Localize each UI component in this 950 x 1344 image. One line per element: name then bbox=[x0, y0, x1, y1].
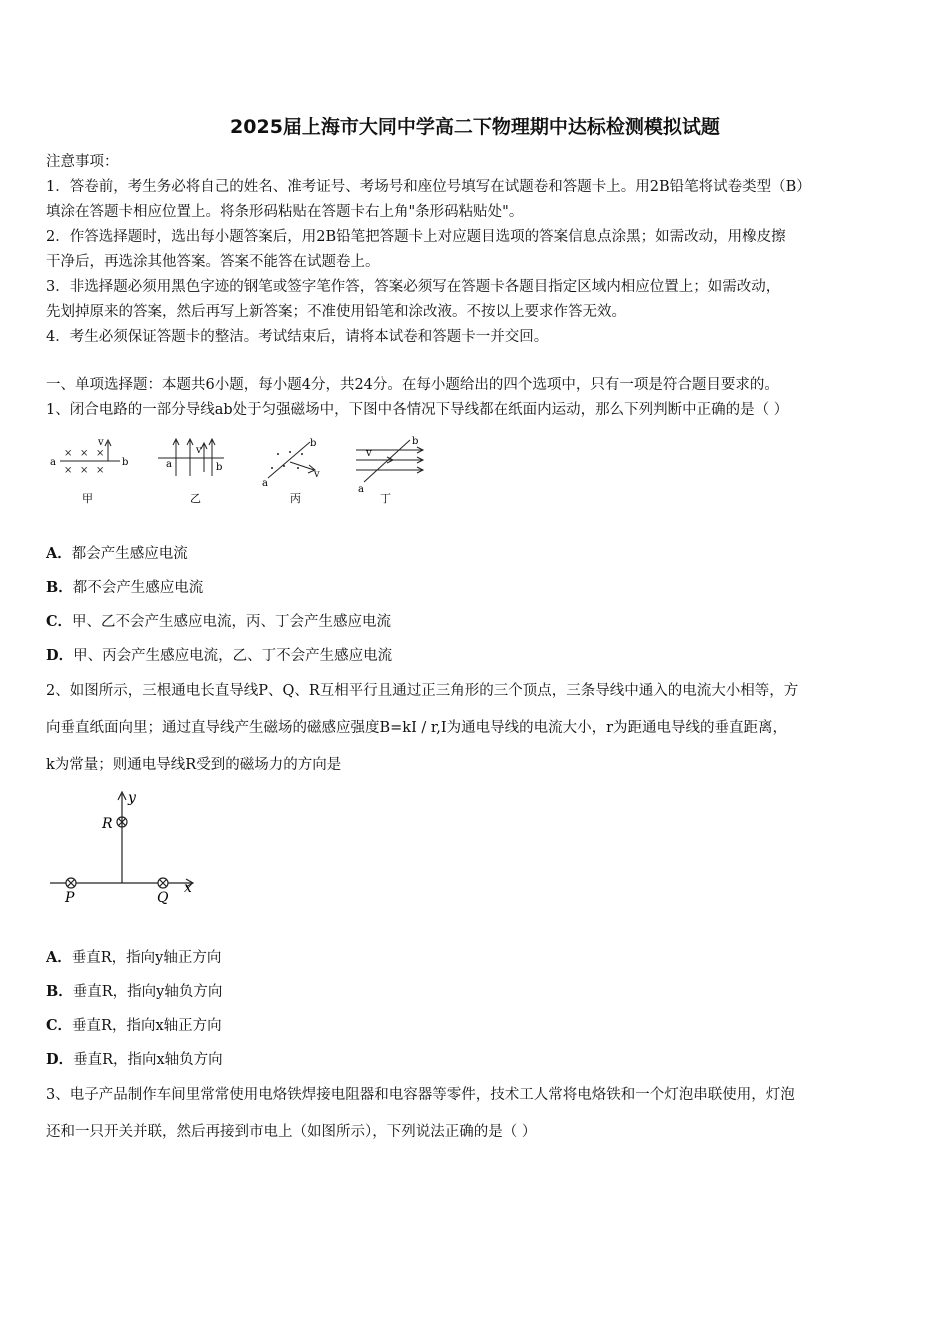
cross-mark: × bbox=[96, 448, 105, 459]
notice-heading: 注意事项： bbox=[46, 154, 119, 170]
cross-mark: × bbox=[96, 465, 105, 476]
cross-mark: × bbox=[64, 448, 73, 459]
question-3-stem: 3、电子产品制作车间里常常使用电烙铁焊接电阻器和电容器等零件，技术工人常将电烙铁和一个灯泡串联使用，灯泡 bbox=[46, 1087, 795, 1103]
option-text: 都会产生感应电流 bbox=[71, 546, 188, 562]
figure-yi bbox=[158, 439, 224, 476]
label-v: v bbox=[196, 445, 202, 456]
option-c[interactable] bbox=[46, 1016, 222, 1036]
question-1-figure bbox=[46, 432, 446, 512]
notice-line: 2．作答选择题时，选出每小题答案后，用2B铅笔把答题卡上对应题目选项的答案信息点涂黑；如需改动，用橡皮擦 bbox=[46, 229, 786, 245]
axis-label-x: x bbox=[184, 880, 192, 896]
label-v: v bbox=[366, 448, 372, 459]
option-letter: D． bbox=[46, 1051, 74, 1068]
label-a: a bbox=[262, 478, 268, 489]
option-text: 垂直R，指向y轴负方向 bbox=[72, 984, 223, 1000]
question-2-stem: 向垂直纸面向里；通过直导线产生磁场的磁感应强度B=kI / r,I为通电导线的电流大小，r为距通电导线的垂直距离， bbox=[46, 720, 788, 736]
option-letter: B． bbox=[46, 579, 73, 596]
label-a: a bbox=[50, 457, 56, 468]
label-v: v bbox=[98, 437, 104, 448]
label-bing: 丙 bbox=[290, 492, 301, 505]
figure-bing bbox=[268, 442, 315, 478]
option-letter: C． bbox=[46, 1017, 73, 1034]
option-text: 垂直R，指向y轴正方向 bbox=[71, 950, 222, 966]
question-3-stem: 还和一只开关并联，然后再接到市电上（如图所示），下列说法正确的是（ ） bbox=[46, 1124, 537, 1140]
question-2-figure bbox=[46, 786, 216, 910]
label-r: R bbox=[102, 816, 113, 832]
question-2-stem: k为常量；则通电导线R受到的磁场力的方向是 bbox=[46, 757, 342, 773]
label-ding: 丁 bbox=[380, 492, 391, 505]
option-d[interactable] bbox=[46, 646, 392, 666]
label-a: a bbox=[358, 484, 364, 495]
option-b[interactable] bbox=[46, 578, 203, 598]
notice-line: 干净后，再选涂其他答案。答案不能答在试题卷上。 bbox=[46, 254, 380, 270]
notice-line: 3．非选择题必须用黑色字迹的钢笔或签字笔作答，答案必须写在答题卡各题目指定区域内相应位置上；如需改动， bbox=[46, 279, 781, 295]
option-letter: A． bbox=[46, 545, 72, 562]
page-title: 2025届上海市大同中学高二下物理期中达标检测模拟试题 bbox=[230, 116, 720, 138]
option-letter: B． bbox=[46, 983, 73, 1000]
option-text: 垂直R，指向x轴负方向 bbox=[73, 1052, 223, 1068]
notice-line: 1．答卷前，考生务必将自己的姓名、准考证号、考场号和座位号填写在试题卷和答题卡上。用2B铅笔将试卷类型（B） bbox=[46, 179, 811, 195]
section-heading: 一、单项选择题：本题共6小题，每小题4分，共24分。在每小题给出的四个选项中，只有一项是符合题目要求的。 bbox=[46, 377, 779, 393]
option-a[interactable] bbox=[46, 948, 221, 968]
option-text: 垂直R，指向x轴正方向 bbox=[72, 1018, 222, 1034]
label-b: b bbox=[310, 438, 317, 449]
label-b: b bbox=[122, 457, 129, 468]
option-b[interactable] bbox=[46, 982, 222, 1002]
label-p: P bbox=[65, 890, 75, 906]
question-1-stem: 1、闭合电路的一部分导线ab处于匀强磁场中，下图中各情况下导线都在纸面内运动，那么下列判断中正确的是（ ） bbox=[46, 402, 789, 418]
label-a: a bbox=[166, 459, 172, 470]
option-text: 都不会产生感应电流 bbox=[72, 580, 204, 596]
notice-line: 先划掉原来的答案，然后再写上新答案；不准使用铅笔和涂改液。不按以上要求作答无效。 bbox=[46, 304, 626, 320]
option-letter: A． bbox=[46, 949, 72, 966]
option-letter: C． bbox=[46, 613, 73, 630]
label-yi: 乙 bbox=[190, 492, 201, 505]
label-q: Q bbox=[157, 890, 169, 906]
cross-mark: × bbox=[80, 465, 89, 476]
option-c[interactable] bbox=[46, 612, 391, 632]
option-d[interactable] bbox=[46, 1050, 223, 1070]
option-letter: D． bbox=[46, 647, 74, 664]
question-2-stem: 2、如图所示，三根通电长直导线P、Q、R互相平行且通过正三角形的三个顶点，三条导线中通入的电流大小相等，方 bbox=[46, 683, 799, 699]
cross-mark: × bbox=[64, 465, 73, 476]
option-text: 甲、丙会产生感应电流，乙、丁不会产生感应电流 bbox=[73, 648, 393, 664]
notice-line: 填涂在答题卡相应位置上。将条形码粘贴在答题卡右上角"条形码粘贴处"。 bbox=[46, 204, 524, 220]
label-b: b bbox=[216, 462, 223, 473]
cross-mark: × bbox=[80, 448, 89, 459]
label-v: v bbox=[314, 469, 320, 480]
label-b: b bbox=[412, 436, 419, 447]
option-a[interactable] bbox=[46, 544, 188, 564]
axis-label-y: y bbox=[128, 790, 136, 806]
notice-line: 4．考生必须保证答题卡的整洁。考试结束后，请将本试卷和答题卡一并交回。 bbox=[46, 329, 549, 345]
option-text: 甲、乙不会产生感应电流，丙、丁会产生感应电流 bbox=[72, 614, 392, 630]
label-jia: 甲 bbox=[82, 492, 93, 505]
